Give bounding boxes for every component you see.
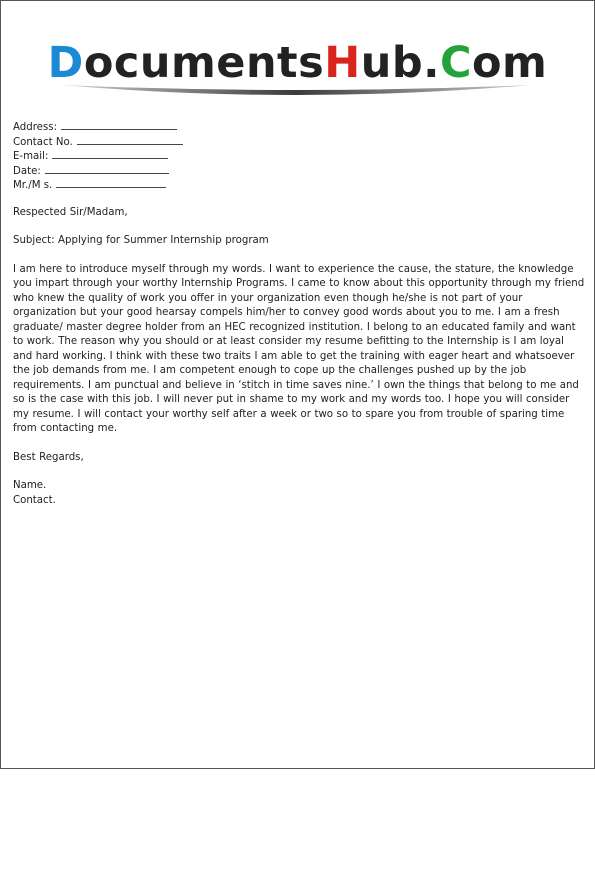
field-label: Mr./M s.: [13, 180, 53, 191]
signature-contact: Contact.: [13, 494, 56, 506]
field-blank-line: [56, 177, 166, 188]
field-label: E-mail:: [13, 151, 49, 162]
date-field: [13, 163, 585, 178]
field-blank-line: [45, 163, 169, 174]
body-paragraph: I am here to introduce myself through my words. I want to experience the cause, the stature, the knowledge you impart through your worthy Internship Programs. I came to know about this opportunity through my friend who knew the quality of work you offer in your organization even though he/she is not part of your organization but your good hearsay compels him/her to convey good words about you to me. I am a fresh graduate/ master degree holder from an HEC recognized institution. I belong to an educated family and want to work. The reason why you should or at least consider my resume befitting to the Internship is I am loyal and hard working. I think with these two traits I am able to get the training with eager heart and whatsoever the job demands from me. I am competent enough to cope up the challenges pushed up by the job requirements. I am punctual and believe in ‘stitch in time saves nine.’ I own the things that belong to me and so is the case with this job. I will never put in shame to my work and my words too. I hope you will consider my resume. I will contact your worthy self after a week or two so to spare you from trouble of sparing time from contacting me.: [13, 263, 585, 434]
signature-name: Name.: [13, 480, 47, 491]
closing: Best Regards,: [13, 451, 84, 463]
logo: [1, 37, 594, 107]
letter-body: [13, 119, 585, 508]
address-field: [13, 119, 585, 134]
field-label: Address:: [13, 122, 58, 133]
subject-line: Subject: Applying for Summer Internship program: [13, 235, 269, 246]
name-title-field: [13, 177, 585, 192]
salutation: Respected Sir/Madam,: [13, 206, 128, 218]
field-label: Date:: [13, 165, 41, 177]
logo-text: DocumentsHub.Com: [47, 38, 548, 88]
contact-no-field: [13, 134, 585, 149]
email-field: [13, 148, 585, 163]
field-blank-line: [52, 148, 168, 159]
field-blank-line: [77, 134, 183, 145]
field-label: Contact No.: [13, 136, 73, 148]
field-blank-line: [61, 119, 177, 130]
